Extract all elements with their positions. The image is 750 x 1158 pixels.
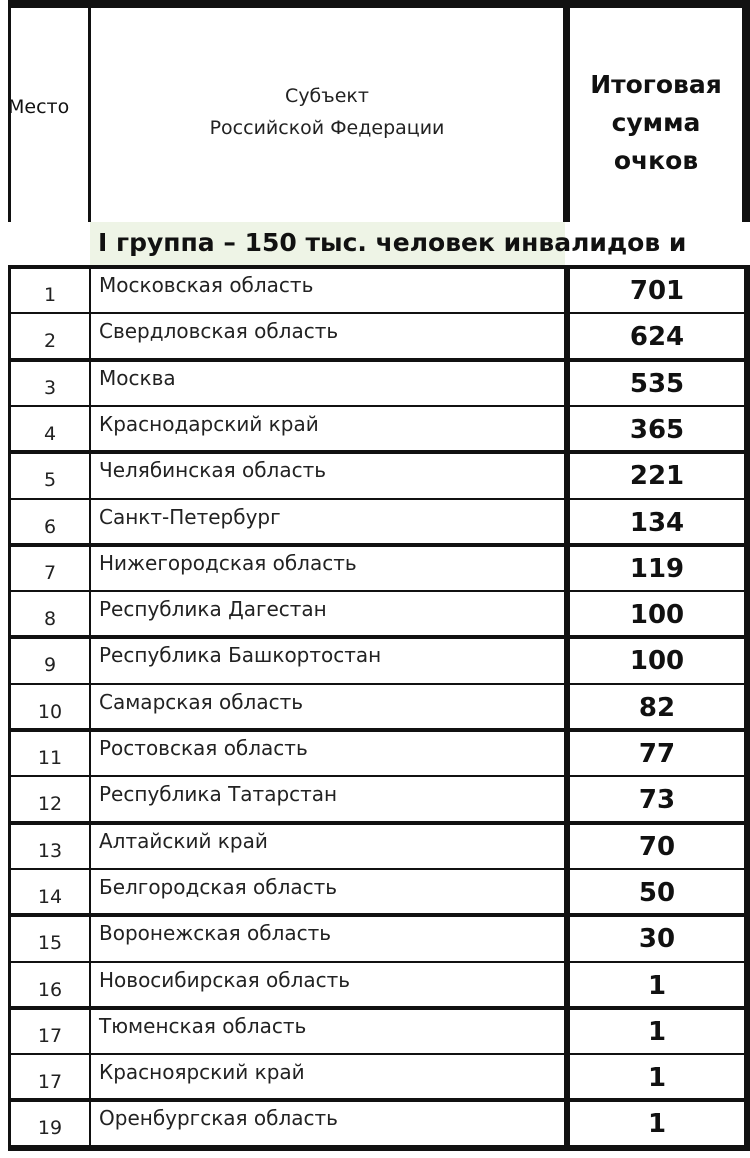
cell-place: 15 <box>8 915 89 961</box>
table-row <box>8 406 750 452</box>
table-row <box>8 869 750 915</box>
cell-subject: Республика Башкортостан <box>89 637 564 683</box>
column-header-total <box>570 66 742 180</box>
cell-place: 14 <box>8 869 89 915</box>
column-header-place: Место <box>8 96 70 118</box>
cell-place: 19 <box>8 1100 89 1146</box>
cell-score: 100 <box>564 637 750 683</box>
cell-score: 1 <box>564 1054 750 1100</box>
header-top-border <box>8 0 750 8</box>
cell-subject: Ростовская область <box>89 730 564 776</box>
cell-place: 5 <box>8 452 89 498</box>
cell-score: 134 <box>564 499 750 545</box>
cell-subject: Тюменская область <box>89 1008 564 1054</box>
cell-subject: Санкт-Петербург <box>89 499 564 545</box>
cell-place: 3 <box>8 360 89 406</box>
column-header-total-line: сумма <box>611 108 701 137</box>
cell-place: 17 <box>8 1054 89 1100</box>
cell-place: 10 <box>8 684 89 730</box>
column-header-subject-line: Российской Федерации <box>209 117 445 139</box>
cell-score: 221 <box>564 452 750 498</box>
cell-score: 70 <box>564 823 750 869</box>
cell-subject: Красноярский край <box>89 1054 564 1100</box>
cell-subject: Воронежская область <box>89 915 564 961</box>
cell-place: 17 <box>8 1008 89 1054</box>
table-row <box>8 1054 750 1100</box>
cell-score: 365 <box>564 406 750 452</box>
cell-place: 7 <box>8 545 89 591</box>
table-row <box>8 545 750 591</box>
table-row <box>8 776 750 822</box>
table-row <box>8 1008 750 1054</box>
cell-place: 12 <box>8 776 89 822</box>
cell-score: 30 <box>564 915 750 961</box>
cell-score: 624 <box>564 313 750 359</box>
table-header <box>0 0 750 222</box>
cell-score: 535 <box>564 360 750 406</box>
group-heading <box>90 222 750 267</box>
cell-subject: Алтайский край <box>89 823 564 869</box>
column-header-subject <box>91 80 563 144</box>
table-row <box>8 730 750 776</box>
cell-place: 8 <box>8 591 89 637</box>
table-row <box>8 313 750 359</box>
cell-place: 11 <box>8 730 89 776</box>
table-row <box>8 360 750 406</box>
header-divider <box>563 0 570 222</box>
cell-place: 4 <box>8 406 89 452</box>
table-row <box>8 1100 750 1146</box>
column-header-total-line: очков <box>613 146 699 175</box>
cell-subject: Белгородская область <box>89 869 564 915</box>
cell-subject: Республика Дагестан <box>89 591 564 637</box>
table-row <box>8 962 750 1008</box>
table-row <box>8 591 750 637</box>
cell-score: 73 <box>564 776 750 822</box>
table-row <box>8 684 750 730</box>
cell-subject: Самарская область <box>89 684 564 730</box>
cell-subject: Свердловская область <box>89 313 564 359</box>
cell-place: 6 <box>8 499 89 545</box>
table-row <box>8 452 750 498</box>
cell-place: 13 <box>8 823 89 869</box>
table-row <box>8 915 750 961</box>
cell-subject: Челябинская область <box>89 452 564 498</box>
group-heading-text: I группа – 150 тыс. человек инвалидов и <box>98 228 687 257</box>
cell-subject: Московская область <box>89 267 564 313</box>
cell-score: 50 <box>564 869 750 915</box>
cell-score: 1 <box>564 962 750 1008</box>
cell-place: 1 <box>8 267 89 313</box>
cell-place: 9 <box>8 637 89 683</box>
table-row <box>8 267 750 313</box>
cell-subject: Краснодарский край <box>89 406 564 452</box>
table-row <box>8 499 750 545</box>
cell-score: 82 <box>564 684 750 730</box>
cell-score: 1 <box>564 1100 750 1146</box>
column-header-total-line: Итоговая <box>590 70 722 99</box>
header-divider <box>742 0 750 222</box>
cell-place: 16 <box>8 962 89 1008</box>
cell-subject: Оренбургская область <box>89 1100 564 1146</box>
cell-score: 119 <box>564 545 750 591</box>
cell-subject: Новосибирская область <box>89 962 564 1008</box>
cell-place: 2 <box>8 313 89 359</box>
cell-score: 77 <box>564 730 750 776</box>
table-row <box>8 823 750 869</box>
table-bottom-border <box>8 1145 750 1151</box>
cell-score: 100 <box>564 591 750 637</box>
cell-subject: Нижегородская область <box>89 545 564 591</box>
cell-score: 1 <box>564 1008 750 1054</box>
column-header-subject-line: Субъект <box>285 85 369 107</box>
cell-score: 701 <box>564 267 750 313</box>
cell-subject: Москва <box>89 360 564 406</box>
table-row <box>8 637 750 683</box>
cell-subject: Республика Татарстан <box>89 776 564 822</box>
